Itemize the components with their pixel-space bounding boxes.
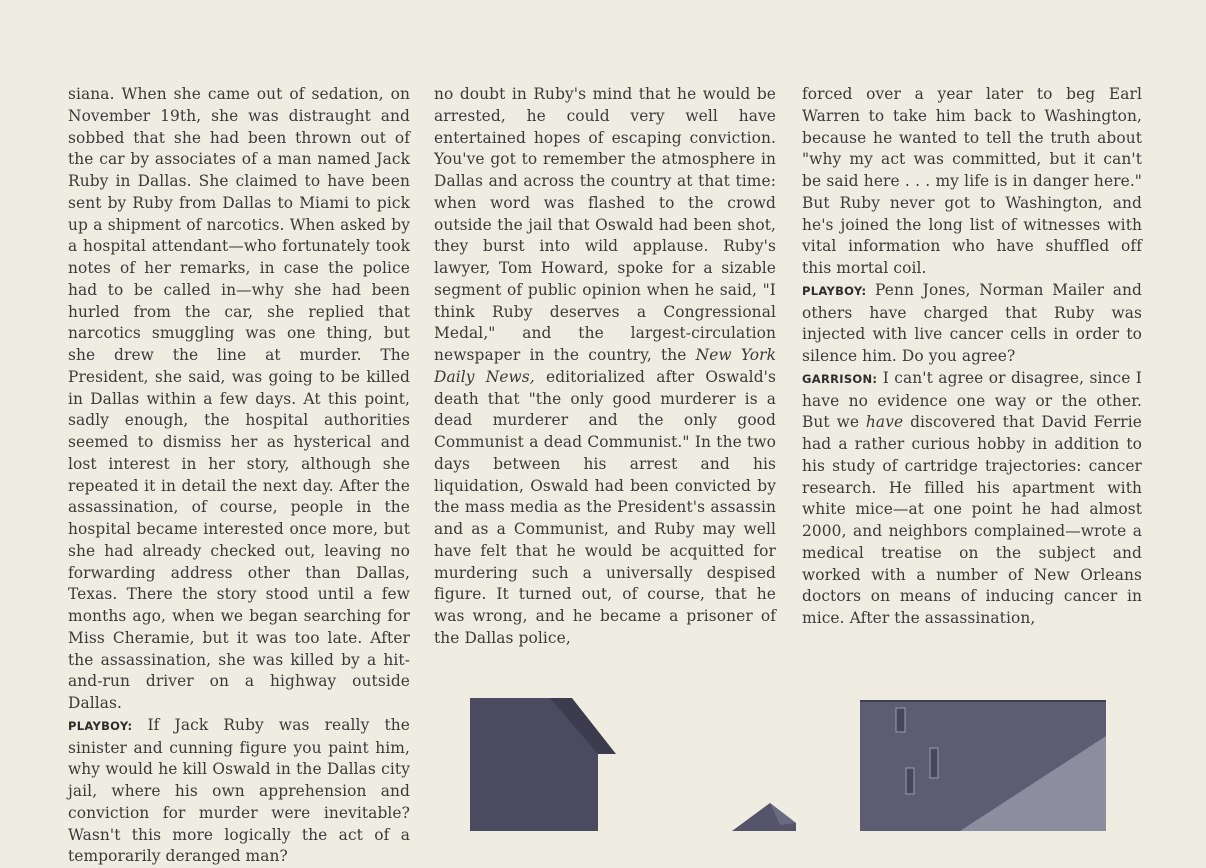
speaker-label: PLAYBOY:: [802, 283, 867, 298]
article-paragraph: [68, 84, 410, 715]
article-paragraph: [802, 84, 1142, 280]
body-text: forced over a year later to beg Earl Warren to take him back to Washington, because he wanted to tell the truth about "why my act was committed, but it can't be said here . . . my life is in danger here." But Ruby never got to Washington, and he's joined the long list of witnesses with vital information who have shuffled off this mortal coil.: [802, 85, 1142, 277]
italic-text: New York Daily News,: [434, 346, 776, 386]
window-1: [896, 708, 905, 732]
window-2: [906, 768, 914, 794]
article-paragraph: [802, 368, 1142, 630]
article-column-1: [68, 84, 410, 868]
article-column-3: [802, 84, 1142, 630]
window-3: [930, 748, 938, 778]
speaker-label: PLAYBOY:: [68, 718, 133, 733]
article-paragraph: [802, 280, 1142, 368]
body-text: discovered that David Ferrie had a rather curious hobby in addition to his study of cartridge trajectories: cancer research. He filled his apartment with white mice—at one point he had almost 2000, and neighbors complained—wrote a medical treatise on the subject and worked with a number of New Orleans doctors on means of inducing cancer in mice. After the assassination,: [802, 413, 1142, 627]
article-paragraph: [434, 84, 776, 650]
body-text: If Jack Ruby was really the sinister and cunning figure you paint him, why would he kill Oswald in the Dallas city jail, where his own apprehension and conviction for murder were inevitable? Wasn't this more logically the act of a temporarily deranged man?: [68, 715, 410, 866]
body-text: I can't agree or disagree, since I have no evidence one way or the other. But we: [802, 368, 1142, 432]
body-text: Penn Jones, Norman Mailer and others have charged that Ruby was injected with live cancer cells in order to silence him. Do you agree?: [802, 280, 1142, 365]
body-text: editorialized after Oswald's death that "the only good murderer is a dead murderer and the only good Communist a dead Communist." In the two days between his arrest and his liquidation, Oswald had been convicted by the mass media as the President's assassin and as a Communist, and Ruby may well have felt that he would be acquitted for murdering such a universally despised figure. It turned out, of course, that he was wrong, and he became a prisoner of the Dallas police,: [434, 367, 776, 647]
right-building-top-edge: [860, 700, 1106, 702]
speaker-label: GARRISON:: [802, 371, 878, 386]
body-text: siana. When she came out of sedation, on November 19th, she was distraught and sobbed that she had been thrown out of the car by associates of a man named Jack Ruby in Dallas. She claimed to have been sent by Ruby from Dallas to Miami to pick up a shipment of narcotics. When asked by a hospital attendant—who fortunately took notes of her remarks, in case the police had to be called in—why she had been hurled from the car, she replied that narcotics smuggling was one thing, but she drew the line at murder. The President, she said, was going to be killed in Dallas within a few days. At this point, sadly enough, the hospital authorities seemed to dismiss her as hysterical and lost interest in her story, although she repeated it in detail the next day. After the assassination, of course, people in the hospital became interested once more, but she had already checked out, leaving no forwarding address other than Dallas, Texas. There the story stood until a few months ago, when we began searching for Miss Cheramie, but it was too late. After the assassination, she was killed by a hit-and-run driver on a highway outside Dallas.: [68, 85, 410, 712]
buildings-illustration: [440, 680, 1140, 831]
body-text: no doubt in Ruby's mind that he would be arrested, he could very well have entertained hopes of escaping conviction. You've got to remember the atmosphere in Dallas and across the country at that time: when word was flashed to the crowd outside the jail that Oswald had been shot, they burst into wild applause. Ruby's lawyer, Tom Howard, spoke for a sizable segment of public opinion when he said, "I think Ruby deserves a Congressional Medal," and the largest-circulation newspaper in the country, the: [434, 85, 776, 364]
italic-text: have: [865, 413, 904, 432]
article-paragraph: [68, 715, 410, 868]
article-column-2: [434, 84, 776, 650]
